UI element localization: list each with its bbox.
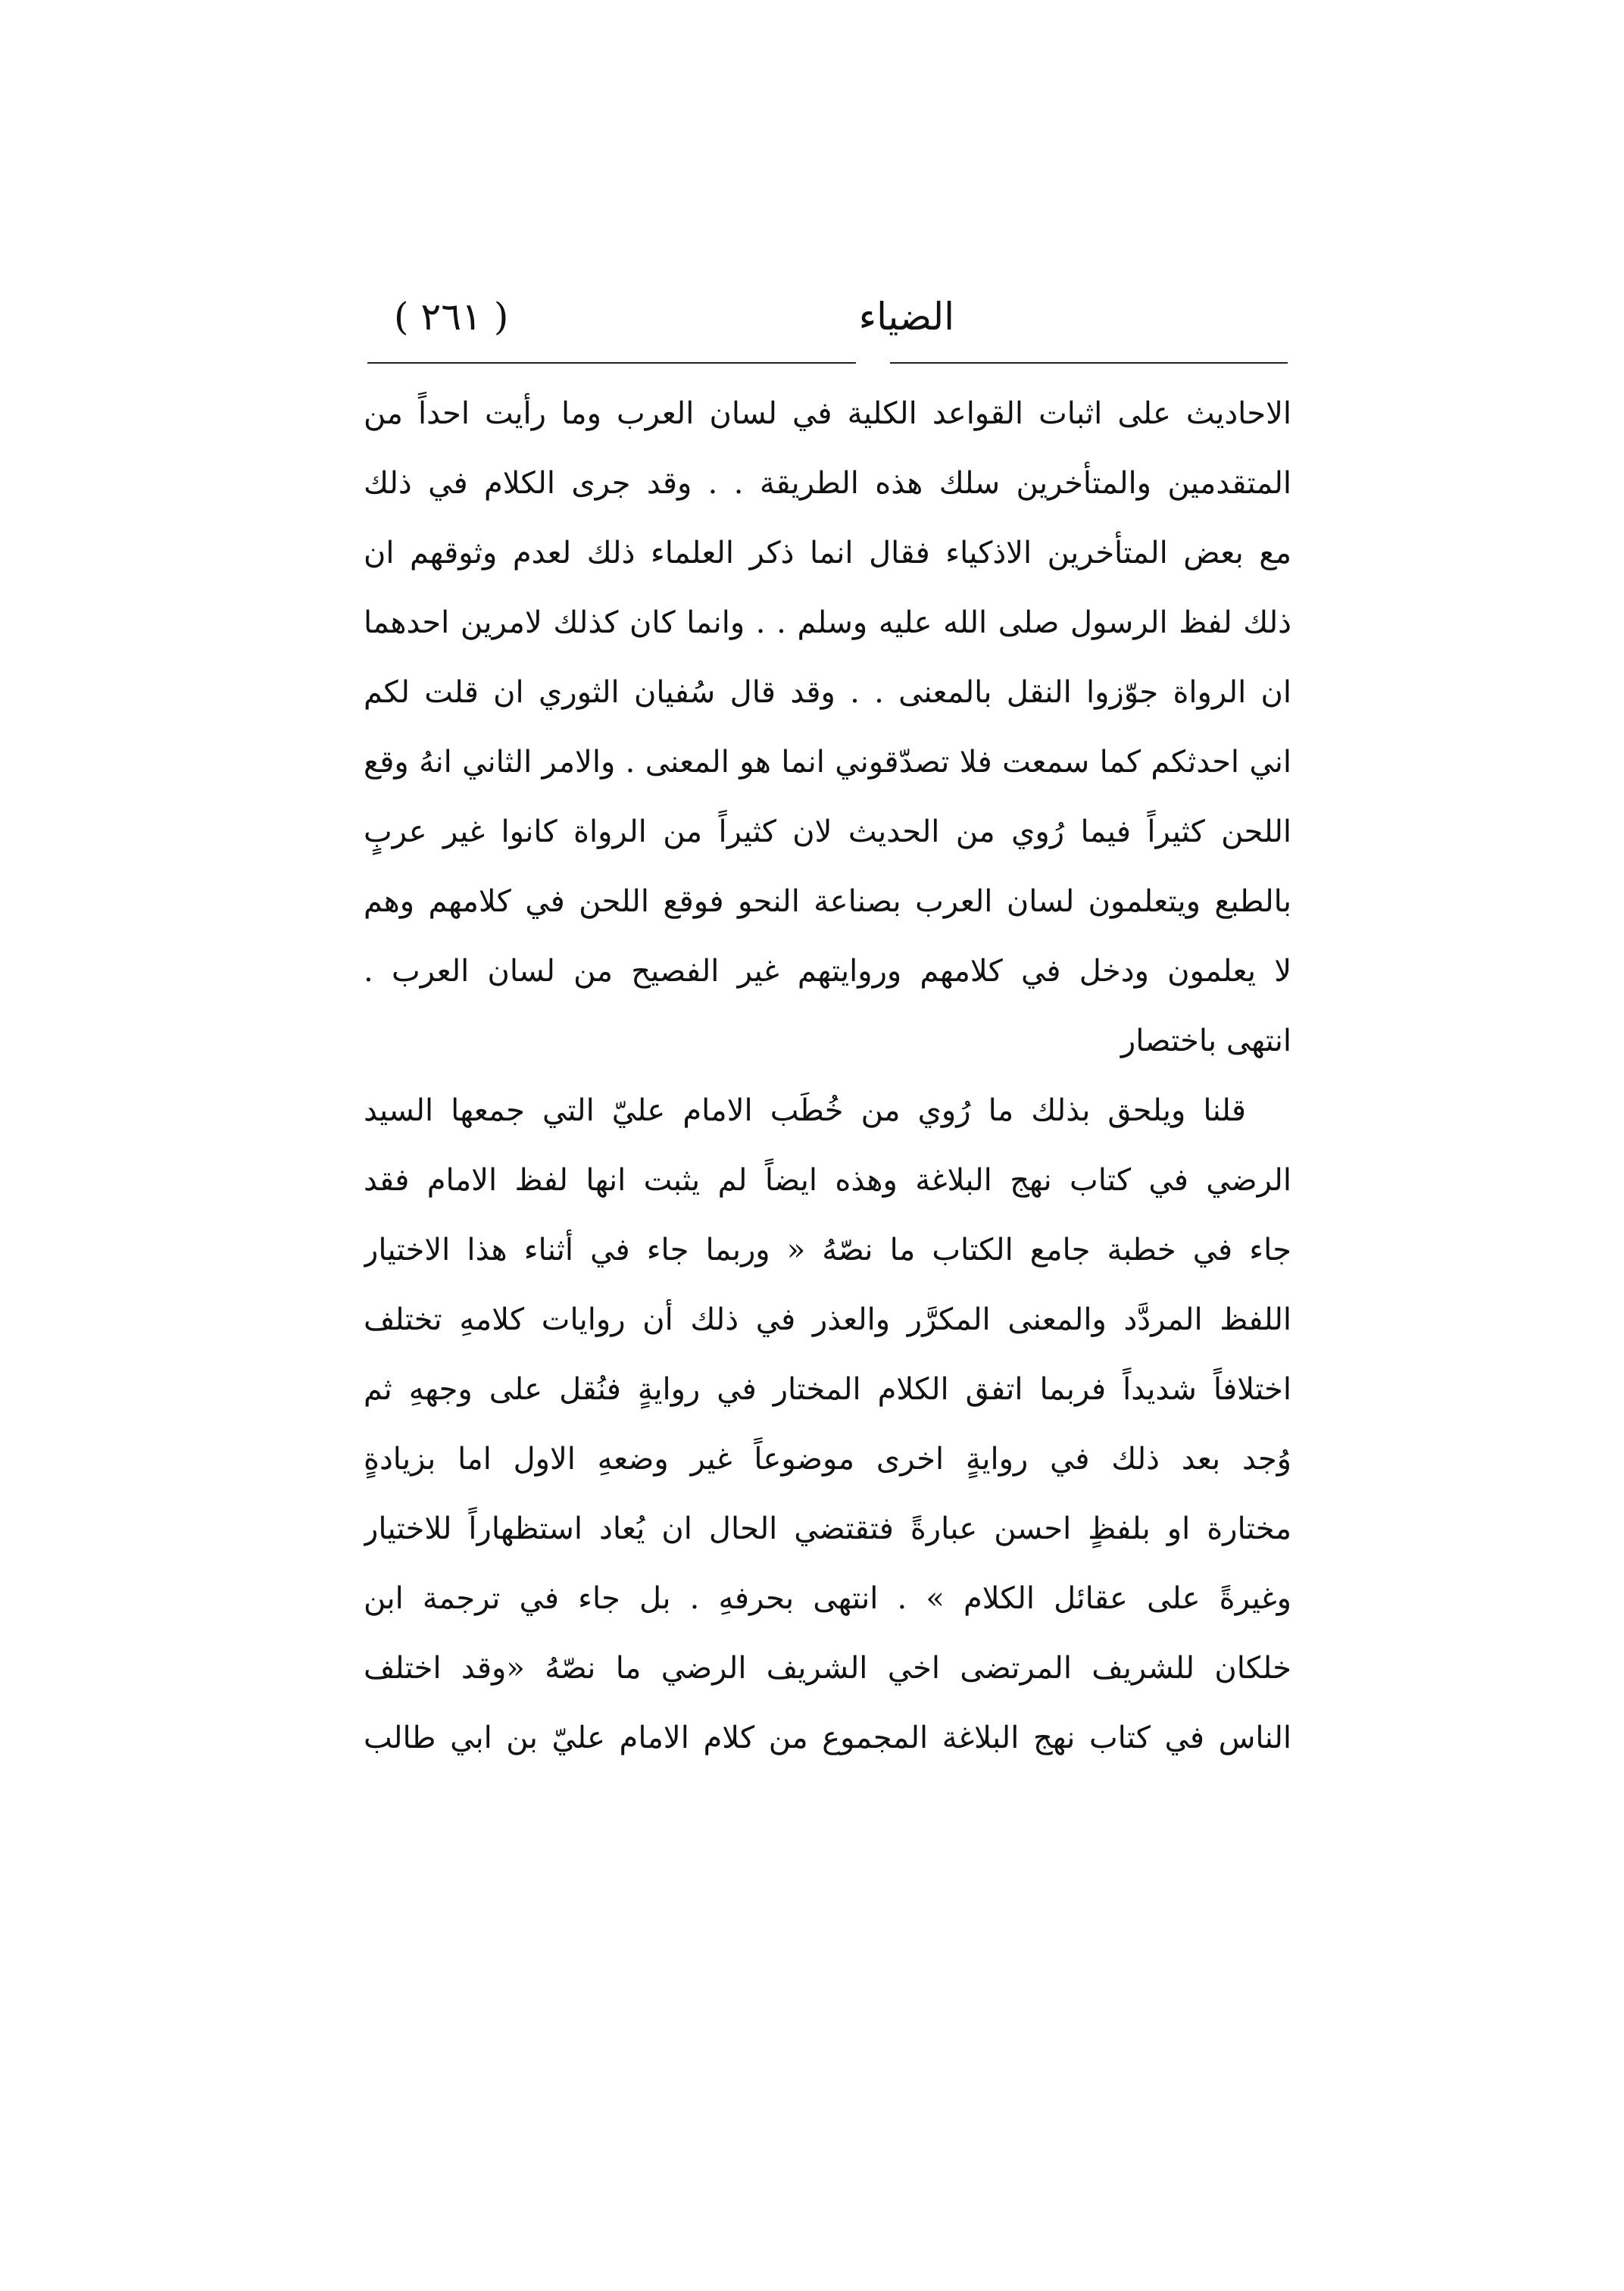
header-rule-left: [367, 362, 856, 364]
text-line: الاحاديث على اثبات القواعد الكلية في لسان العرب وما رأيت احداً من: [364, 396, 1291, 431]
text-line: لا يعلمون ودخل في كلامهم وروايتهم غير الفصيح من لسان العرب .: [364, 954, 1291, 989]
text-line: وُجد بعد ذلك في روايةٍ اخرى موضوعاً غير وضعهِ الاول اما بزيادةٍ: [364, 1442, 1291, 1477]
text-line: وغيرةً على عقائل الكلام » . انتهى بحرفهِ . بل جاء في ترجمة ابن: [364, 1581, 1291, 1616]
text-line: اللحن كثيراً فيما رُوي من الحديث لان كثيراً من الرواة كانوا غير عربٍ: [364, 814, 1291, 849]
text-line: مع بعض المتأخرين الاذكياء فقال انما ذكر العلماء ذلك لعدم وثوقهم ان: [364, 536, 1291, 570]
text-line: مختارة او بلفظٍ احسن عبارةً فتقتضي الحال ان يُعاد استظهاراً للاختيار: [364, 1511, 1291, 1546]
page-number: ( ٢٦١ ): [394, 295, 509, 339]
text-line: اختلافاً شديداً فربما اتفق الكلام المختار في روايةٍ فنُقل على وجههِ ثم: [364, 1372, 1291, 1407]
page-header: [367, 280, 1288, 364]
text-line: انتهى باختصار: [1120, 1024, 1291, 1058]
running-title: الضياء: [858, 295, 954, 339]
text-line: اللفظ المردَّد والمعنى المكرَّر والعذر في ذلك أن روايات كلامهِ تختلف: [364, 1302, 1291, 1337]
text-line: المتقدمين والمتأخرين سلك هذه الطريقة . . وقد جرى الكلام في ذلك: [364, 466, 1291, 501]
text-line: اني احدثكم كما سمعت فلا تصدّقوني انما هو المعنى . والامر الثاني انهُ وقع: [364, 745, 1291, 780]
text-line: بالطبع ويتعلمون لسان العرب بصناعة النحو فوقع اللحن في كلامهم وهم: [364, 884, 1291, 919]
text-line: قلنا ويلحق بذلك ما رُوي من خُطَب الامام عليّ التي جمعها السيد: [364, 1093, 1246, 1128]
text-line: جاء في خطبة جامع الكتاب ما نصّهُ « وربما جاء في أثناء هذا الاختيار: [364, 1233, 1291, 1267]
text-line: خلكان للشريف المرتضى اخي الشريف الرضي ما نصّهُ «وقد اختلف: [364, 1651, 1291, 1686]
text-line: الرضي في كتاب نهج البلاغة وهذه ايضاً لم يثبت انها لفظ الامام فقد: [364, 1163, 1291, 1198]
text-line: ان الرواة جوّزوا النقل بالمعنى . . وقد قال سُفيان الثوري ان قلت لكم: [364, 675, 1291, 710]
text-line: ذلك لفظ الرسول صلى الله عليه وسلم . . وانما كان كذلك لامرين احدهما: [364, 605, 1291, 640]
header-rule-right: [890, 362, 1288, 364]
text-line: الناس في كتاب نهج البلاغة المجموع من كلام الامام عليّ بن ابي طالب: [364, 1721, 1291, 1755]
body-text: [364, 379, 1291, 1773]
